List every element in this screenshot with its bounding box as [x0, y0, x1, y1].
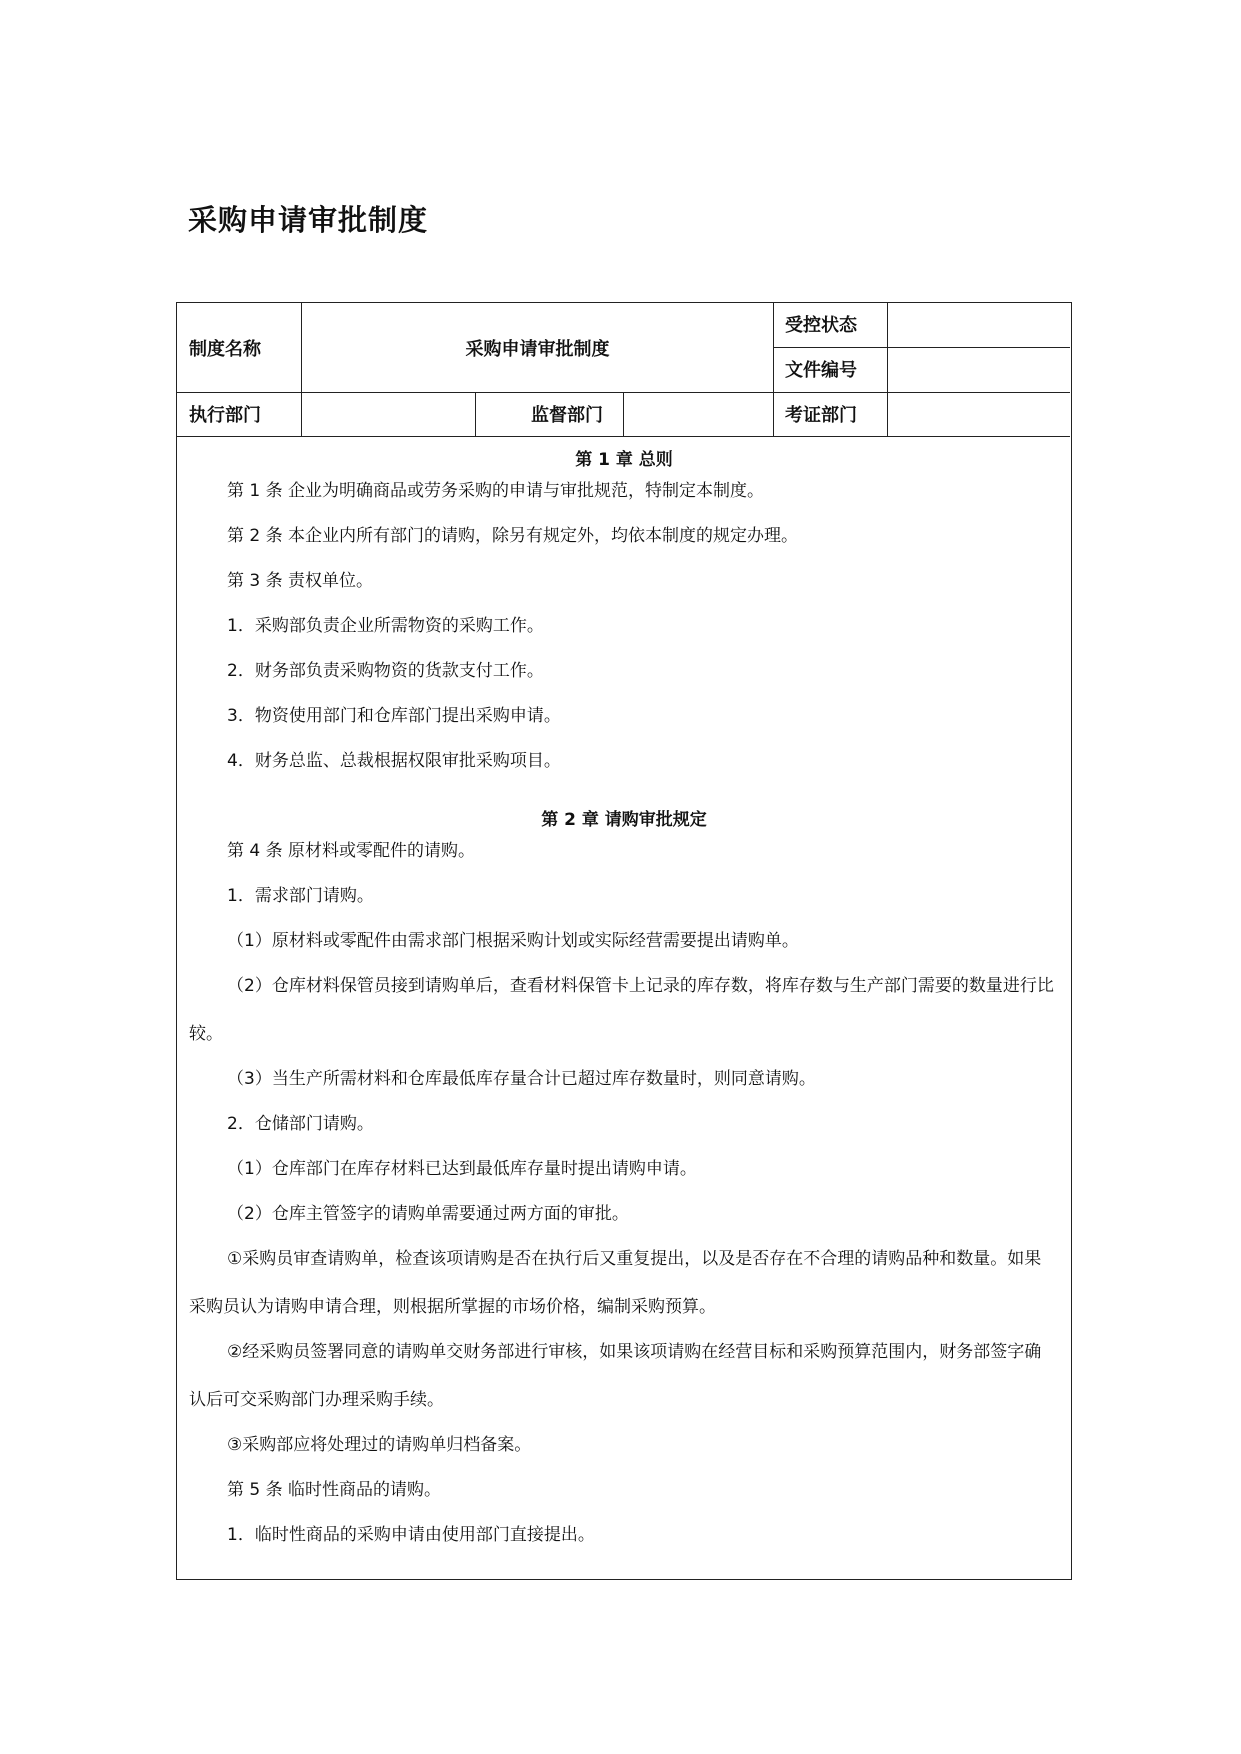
divider: [623, 392, 624, 437]
file-number-label: 文件编号: [785, 360, 857, 381]
paragraph: 2．财务部负责采购物资的货款支付工作。: [227, 661, 544, 681]
policy-name-value: 采购申请审批制度: [465, 339, 610, 360]
divider: [773, 303, 774, 437]
policy-name-label: 制度名称: [189, 339, 261, 360]
supervise-dept-label: 监督部门: [531, 405, 603, 426]
divider: [773, 347, 1070, 348]
paragraph: 第 1 条 企业为明确商品或劳务采购的申请与审批规范，特制定本制度。: [227, 481, 765, 501]
verify-dept-label: 考证部门: [785, 405, 857, 426]
paragraph: 4．财务总监、总裁根据权限审批采购项目。: [227, 751, 561, 771]
exec-dept-label: 执行部门: [189, 405, 261, 426]
paragraph: ③采购部应将处理过的请购单归档备案。: [227, 1435, 532, 1455]
paragraph: 第 2 条 本企业内所有部门的请购，除另有规定外，均依本制度的规定办理。: [227, 526, 799, 546]
paragraph: 3．物资使用部门和仓库部门提出采购申请。: [227, 706, 561, 726]
document-title: 采购申请审批制度: [188, 203, 429, 237]
paragraph: 第 3 条 责权单位。: [227, 571, 374, 591]
paragraph: 第 4 条 原材料或零配件的请购。: [227, 841, 476, 861]
paragraph: 1．临时性商品的采购申请由使用部门直接提出。: [227, 1525, 595, 1545]
paragraph: （3）当生产所需材料和仓库最低库存量合计已超过库存数量时，则同意请购。: [227, 1069, 816, 1089]
paragraph: ①采购员审查请购单，检查该项请购是否在执行后又重复提出，以及是否存在不合理的请购品种和数量。如果采购员认为请购申请合理，则根据所掌握的市场价格，编制采购预算。: [189, 1249, 1042, 1317]
divider: [887, 303, 888, 437]
paragraph: （1）原材料或零配件由需求部门根据采购计划或实际经营需要提出请购单。: [227, 931, 799, 951]
divider: [301, 303, 302, 437]
paragraph: （2）仓库材料保管员接到请购单后，查看材料保管卡上记录的库存数，将库存数与生产部门需要的数量进行比较。: [189, 976, 1054, 1044]
paragraph: ②经采购员签署同意的请购单交财务部进行审核，如果该项请购在经营目标和采购预算范围内，财务部签字确认后可交采购部门办理采购手续。: [189, 1342, 1042, 1410]
paragraph: 第 5 条 临时性商品的请购。: [227, 1480, 442, 1500]
paragraph: 2．仓储部门请购。: [227, 1114, 374, 1134]
paragraph: （2）仓库主管签字的请购单需要通过两方面的审批。: [227, 1204, 629, 1224]
paragraph: （1）仓库部门在库存材料已达到最低库存量时提出请购申请。: [227, 1159, 697, 1179]
controlled-status-label: 受控状态: [785, 315, 857, 336]
policy-table: [176, 302, 1072, 1580]
paragraph: 1．采购部负责企业所需物资的采购工作。: [227, 616, 544, 636]
chapter-heading: 第 1 章 总则: [575, 450, 673, 470]
paragraph: 1．需求部门请购。: [227, 886, 374, 906]
chapter-heading: 第 2 章 请购审批规定: [541, 810, 707, 830]
divider: [475, 392, 476, 437]
